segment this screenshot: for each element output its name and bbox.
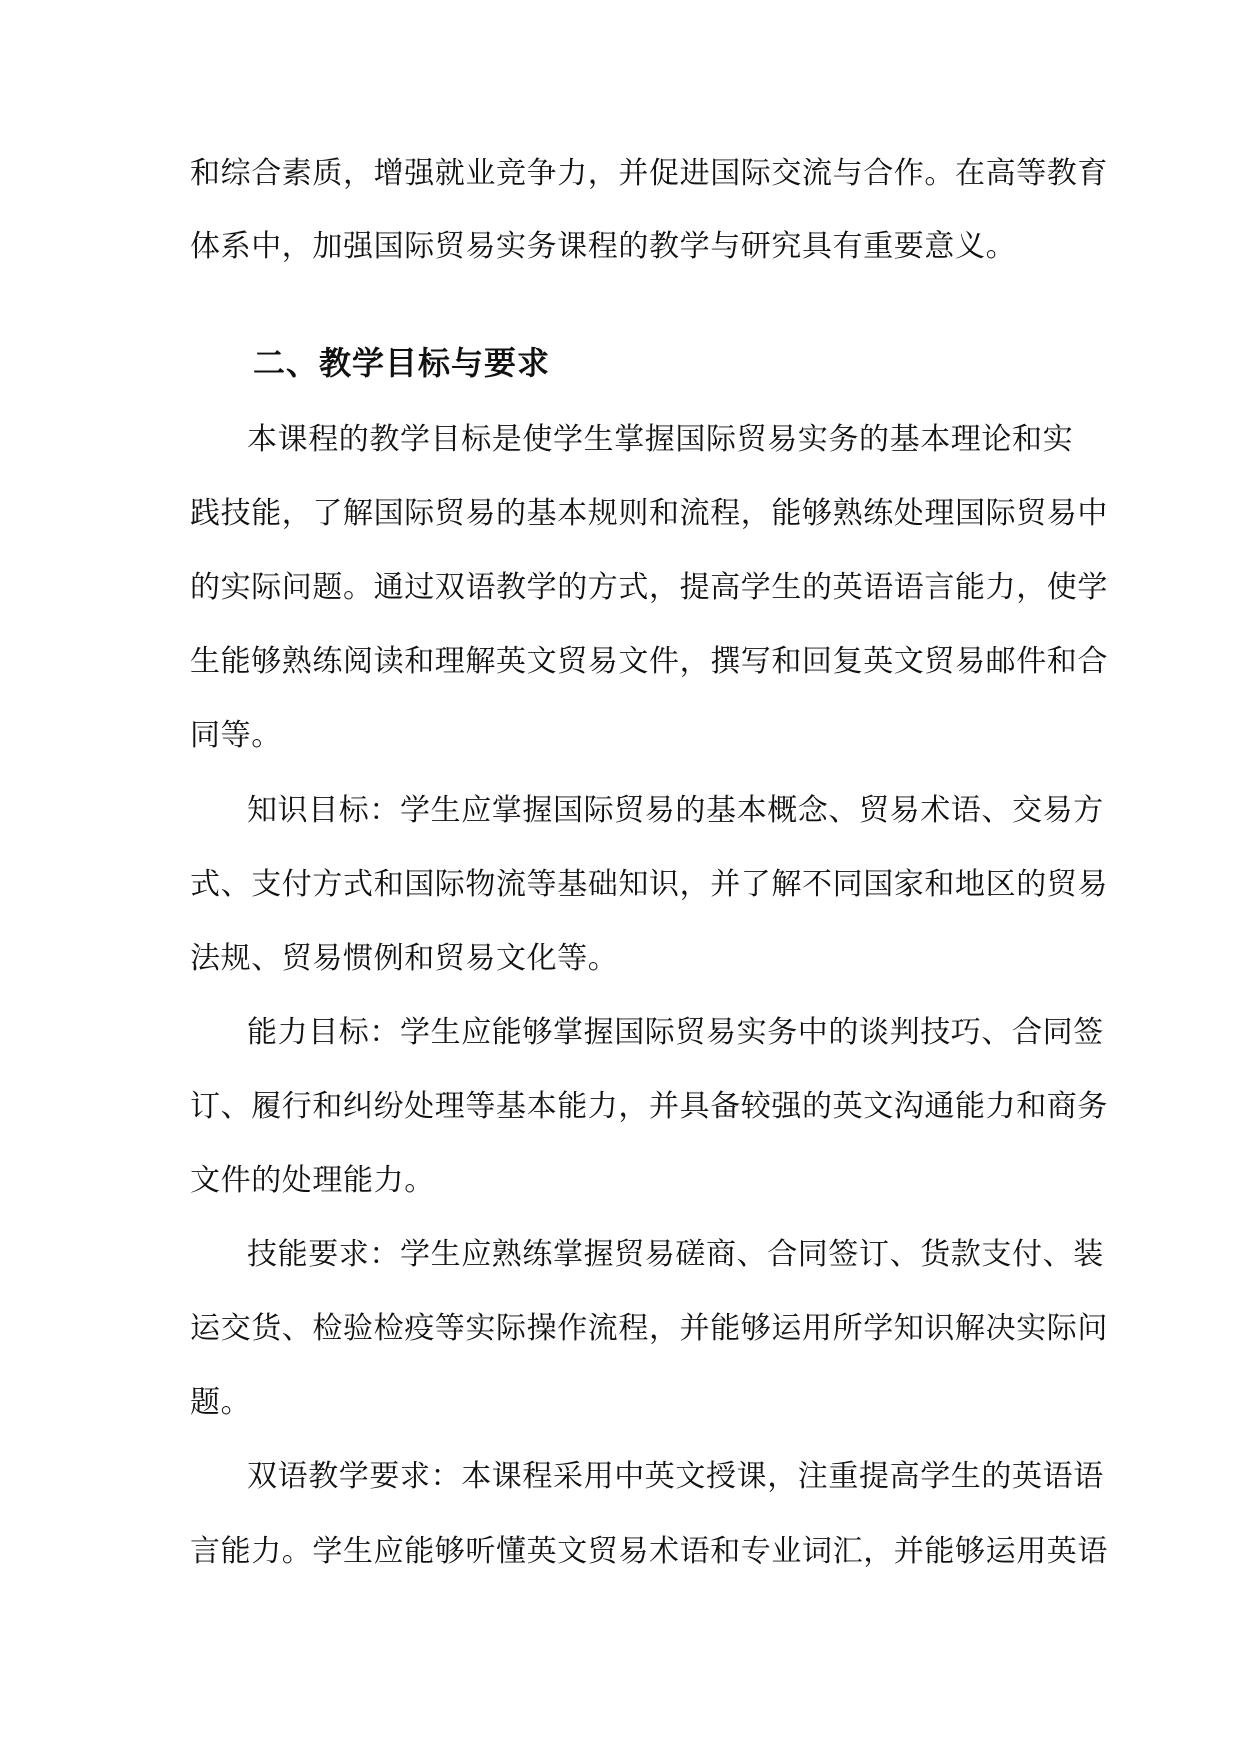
para4-line-2: 运交货、检验检疫等实际操作流程，并能够运用所学知识解决实际问: [190, 1311, 1108, 1346]
para5-line-2: 言能力。学生应能够听懂英文贸易术语和专业词汇，并能够运用英语: [190, 1534, 1108, 1569]
para1-line-1: 本课程的教学目标是使学生掌握国际贸易实务的基本理论和实: [247, 422, 1074, 457]
para4-line-3: 题。: [190, 1385, 252, 1420]
para2-line-2: 式、支付方式和国际物流等基础知识，并了解不同国家和地区的贸易: [190, 867, 1108, 902]
para1-line-2: 践技能，了解国际贸易的基本规则和流程，能够熟练处理国际贸易中: [190, 496, 1108, 531]
para2-line-1: 知识目标：学生应掌握国际贸易的基本概念、贸易术语、交易方: [247, 793, 1104, 828]
intro-line-1: 和综合素质，增强就业竞争力，并促进国际交流与合作。在高等教育: [190, 156, 1108, 191]
para2-line-3: 法规、贸易惯例和贸易文化等。: [190, 941, 619, 976]
para3-line-2: 订、履行和纠纷处理等基本能力，并具备较强的英文沟通能力和商务: [190, 1089, 1108, 1124]
para5-line-1: 双语教学要求：本课程采用中英文授课，注重提高学生的英语语: [247, 1459, 1104, 1494]
para1-line-4: 生能够熟练阅读和理解英文贸易文件，撰写和回复英文贸易邮件和合: [190, 644, 1108, 679]
para3-line-1: 能力目标：学生应能够掌握国际贸易实务中的谈判技巧、合同签: [247, 1015, 1104, 1050]
para4-line-1: 技能要求：学生应熟练掌握贸易磋商、合同签订、货款支付、装: [247, 1237, 1104, 1272]
para3-line-3: 文件的处理能力。: [190, 1163, 435, 1198]
para1-line-5: 同等。: [190, 718, 282, 753]
intro-line-2: 体系中，加强国际贸易实务课程的教学与研究具有重要意义。: [190, 229, 1017, 264]
section-heading: 二、教学目标与要求: [253, 344, 551, 382]
para1-line-3: 的实际问题。通过双语教学的方式，提高学生的英语语言能力，使学: [190, 570, 1108, 605]
